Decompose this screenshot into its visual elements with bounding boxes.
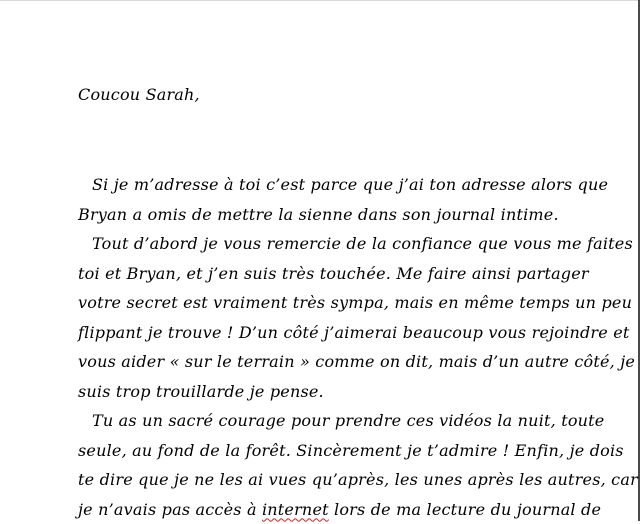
letter-body[interactable] xyxy=(78,80,638,524)
blank-line xyxy=(78,110,638,170)
letter-line-9: Tu as un sacré courage pour prendre ces vidéos la nuit, toute xyxy=(78,406,638,436)
letter-line-12-start: je n’avais pas accès à xyxy=(78,500,262,519)
letter-line-12 xyxy=(78,495,638,524)
letter-line-10: seule, au fond de la forêt. Sincèrement je t’admire ! Enfin, je dois xyxy=(78,436,638,466)
letter-line-8: suis trop trouillarde je pense. xyxy=(78,377,638,407)
letter-line-2: Bryan a omis de mettre la sienne dans son journal intime. xyxy=(78,200,638,230)
letter-line-4: toi et Bryan, et j’en suis très touchée. Me faire ainsi partager xyxy=(78,259,638,289)
page-top-edge xyxy=(0,0,640,1)
spellcheck-flagged-word[interactable]: internet xyxy=(262,500,329,519)
letter-line-6: flippant je trouve ! D’un côté j’aimerai beaucoup vous rejoindre et xyxy=(78,318,638,348)
letter-line-5: votre secret est vraiment très sympa, mais en même temps un peu xyxy=(78,288,638,318)
letter-line-11: te dire que je ne les ai vues qu’après, les unes après les autres, car xyxy=(78,465,638,495)
letter-greeting: Coucou Sarah, xyxy=(78,80,638,110)
letter-line-12-end: lors de ma lecture du journal de xyxy=(329,500,601,519)
letter-line-1: Si je m’adresse à toi c’est parce que j’ai ton adresse alors que xyxy=(78,170,638,200)
letter-line-3: Tout d’abord je vous remercie de la confiance que vous me faites xyxy=(78,229,638,259)
letter-line-7: vous aider « sur le terrain » comme on dit, mais d’un autre côté, je xyxy=(78,347,638,377)
